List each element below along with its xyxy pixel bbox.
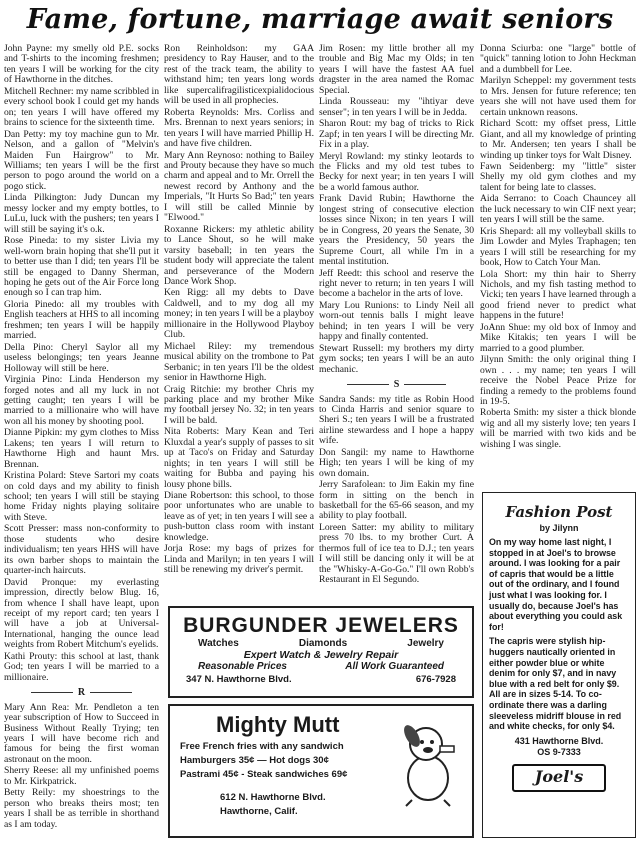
column-1	[4, 44, 159, 831]
ad-address: 612 N. Hawthorne Blvd.	[220, 792, 326, 803]
ad-repair-line: Expert Watch & Jewelry Repair	[243, 649, 399, 661]
senior-will-entry: Sherry Reese: all my unfinished poems to Mr. Kirkpatrick.	[4, 765, 159, 787]
ad-line: Hamburgers 35¢ — Hot dogs 30¢	[180, 755, 329, 766]
senior-will-entry: Roberta Smith: my sister a thick blonde wig and all my sisterly love; ten years I will be married with two kids and be wishing I was single.	[480, 407, 636, 450]
senior-will-entry: Michael Riley: my tremendous musical ability on the trombone to Pat Serbanic; in ten years I'll be the oldest senior in Hawthorne High.	[164, 340, 314, 384]
senior-will-entry: Lola Short: my thin hair to Sherry Nichols, and my fish tasting method to Vicki; ten years I have learned through a good friend never to predict what happens in the future!	[480, 268, 636, 322]
senior-will-entry: Diane Robertson: this school, to those poor unfortunates who are unable to leave as of yet; in ten years I will see a push-button class room with instant knowledge.	[164, 490, 314, 543]
fashion-title: Fashion Post	[505, 503, 613, 521]
senior-will-entry: Frank David Rubin; Hawthorne the longest string of consecutive election losses since Nixon; in ten years I will be in Congress, 20 years the Senate, 30 years the Presidency, 50 years the Supreme Court, all while I'm in a mental institution.	[319, 193, 474, 268]
senior-will-entry: Virginia Pino: Linda Henderson my forged notes and all my luck in not getting caught; ten years I will be married to a millionaire who will have won all his money by shooting pool.	[4, 374, 159, 427]
fashion-byline: by Jilynn	[539, 523, 579, 533]
senior-will-entry: Donna Sciurba: one "large" bottle of "quick" tanning lotion to John Heckman and a dumbbell for Lee.	[480, 43, 636, 75]
senior-will-entry: Sandra Sands: my title as Robin Hood to Cinda Harris and senior square to Sheri S.; ten years I will be a frustrated airline stewardess and I hope a happy wife.	[319, 393, 474, 447]
senior-will-entry: Roxanne Rickers: my athletic ability to Lance Shout, so he will make varsity baseball; in ten years the student body will appreciate the talent and perseverance of the Modern Dance Work Shop.	[164, 223, 314, 287]
senior-will-entry: Kris Shepard: all my volleyball skills to Jim Lowder and Myles Traphagen; ten years I will still be researching for my book, How to Catch Your Man.	[480, 225, 636, 269]
senior-will-entry: Loreen Satter: my ability to military press 70 lbs. to my brother Curt. A thermos full of ice tea to D.J.; ten years I will still be dancing only it will be at the "Whisky-A-Go-Go." I'll own Robb's Restaurant in El Segundo.	[319, 521, 474, 586]
ad-line: Pastrami 45¢ - Steak sandwiches 69¢	[180, 769, 348, 780]
senior-will-entry: Dianne Pipkin: my gym clothes to Miss Lakens; ten years I will return to Hawthorne High and haunt Mrs. Brennan.	[4, 427, 159, 470]
senior-will-entry: Linda Pilkington: Judy Duncan my messy locker and my empty bottles, to LuLu, luck with the pushers; ten years I will still be saying it's o.k.	[4, 192, 159, 235]
ad-item: Reasonable Prices	[198, 661, 287, 672]
joels-logo: Joel's	[512, 764, 606, 792]
senior-will-entry: Sharon Rout: my bag of tricks to Rick Zapf; in ten years I will be directing Mr. Fix in a play.	[319, 118, 474, 151]
senior-will-entry: Fawn Seidenberg: my "little" sister Shelly my old gym clothes and my talent for being late to classes.	[480, 160, 636, 193]
senior-will-entry: Don Sangil: my name to Hawthorne High; ten years I will be king of my own domain.	[319, 446, 474, 479]
senior-will-entry: John Payne: my smelly old P.E. socks and T-shirts to the incoming freshmen; ten years I will be working for the city of Hawthorne in the ditches.	[4, 43, 159, 86]
senior-will-entry: Mitchell Rechner: my name scribbled in every school book I could get my hands on; ten years I will have offered my brains to science for the sixteenth time.	[4, 85, 159, 129]
senior-will-entry: Ken Rigg: all my debts to Dave Caldwell, and to my dog all my money; in ten years I will be a playboy millionaire in the Hollywood Playboy Club.	[164, 287, 314, 341]
senior-will-entry: Mary Lou Runions: to Lindy Neil all worn-out tennis balls I might leave behind; in ten years I will be very happy and finally contented.	[319, 299, 474, 343]
senior-will-entry: Mary Ann Rea: Mr. Pendleton a ten year subscription of How to Succeed in Business Without Really Trying; ten years I will have become rich and famous for being the first woman astronaut on the moon.	[4, 701, 159, 765]
dog-mascot-icon	[392, 716, 462, 808]
page-headline: Fame, fortune, marriage await seniors	[26, 4, 614, 35]
senior-will-entry: Ron Reinholdson: my GAA presidency to Ray Hauser, and to the rest of the track team, the ability to withstand him; ten years long words like supercalifragilisticexpialidocious will be used in all prophecies.	[164, 43, 314, 107]
senior-will-entry: David Pronque: my everlasting impression, directly below Blug. 16, from whence I shall have leapt, upon receipt of my report card; ten years I will have a job at Universal-International, hanging the ounce lead weights from Robert Mitchum's eyelids.	[4, 576, 159, 651]
ad-item: Diamonds	[298, 638, 348, 649]
ad-address: 347 N. Hawthorne Blvd.	[186, 674, 292, 685]
ad-phone: 676-7928	[415, 674, 456, 685]
senior-will-entry: Richard Scott: my offset press, Little Giant, and all my knowledge of printing to Mr. Andersen; ten years I shall be winding up tinker toys for Walt Disney.	[480, 118, 636, 161]
ad-city: Hawthorne, Calif.	[220, 806, 298, 817]
senior-will-entry: JoAnn Shue: my old box of Inmoy and Mike Kitakis; ten years I will be married to a good plumber.	[480, 321, 636, 354]
column-4	[480, 44, 636, 451]
column-3	[319, 44, 474, 587]
senior-will-entry: Kathi Prouty: this school at last, thank God; ten years I will be married to a millionaire.	[4, 650, 159, 683]
senior-will-entry: Marilyn Scheppel: my government tests to Mrs. Jensen for future reference; ten years she will not have used them for certain unknown reasons.	[480, 75, 636, 118]
senior-will-entry: Linda Rousseau: my "ihtiyar deve senser"; in ten years I will be in Jedda.	[319, 96, 474, 118]
mighty-mutt-ad	[168, 704, 474, 838]
section-divider-r: R	[4, 688, 159, 698]
column-2	[164, 44, 314, 577]
senior-will-entry: Jeff Reedt: this school and reserve the right never to return; in ten years I will become a bachelor in the arts of love.	[319, 267, 474, 300]
fashion-paragraph: The capris were stylish hip-huggers nautically oriented in either powder blue or white denim for only $7, and in navy blue with a red belt for only $9. All are in sizes 5-14. To co-ordinate there was a darling sleeveless midriff blouse in red and white checks, for only $4.	[489, 636, 622, 732]
senior-will-entry: Mary Ann Reynoso: nothing to Bailey and Prouty because they have so much charm and appeal and to Mr. Orrell the newest record by Anthony and the Imperials, "It Hurts So Bad;" ten years I will still be called Minnie by "Elwood."	[164, 149, 314, 224]
senior-will-entry: Meryl Rowland: my stinky leotards to the Flicks and my old test tubes to Becky for next year; in ten years I will be a world famous author.	[319, 150, 474, 193]
ad-title: BURGUNDER JEWELERS	[183, 614, 459, 637]
ad-item: Watches	[198, 638, 239, 649]
senior-will-entry: Della Pino: Cheryl Saylor all my useless belongings; ten years Jeanne Holloway will still be here.	[4, 341, 159, 374]
fashion-post-column	[482, 492, 636, 838]
senior-will-entry: Jilynn Smith: the only original thing I own . . . my name; ten years I will receive the Nobel Peace Prize for finding a remedy to the problems found in 19-5.	[480, 354, 636, 407]
senior-will-entry: Roberta Reynolds: Mrs. Corliss and Mrs. Brennan to next years seniors; in ten years I will have married Phillip H. and have five children.	[164, 106, 314, 150]
ad-item: Jewelry	[407, 638, 444, 649]
store-address: 431 Hawthorne Blvd.	[514, 735, 604, 746]
senior-will-entry: Kristina Polard: Steve Sartori my coats on cold days and my ability to finish school; ten years I will still be staying home Friday nights playing solitaire with Steve.	[4, 470, 159, 523]
senior-will-entry: Betty Reily: my shoestrings to the person who breaks theirs most; ten years I shall be as terrible in shorthand as I am today.	[4, 787, 159, 830]
senior-will-entry: Craig Ritchie: my brother Chris my parking place and my brother Mike my football jersey No. 32; in ten years I will be bald.	[164, 383, 314, 426]
senior-will-entry: Gloria Pinedo: all my troubles with English teachers at HHS to all incoming freshmen; ten years I will be happily married.	[4, 298, 159, 342]
senior-will-entry: Jorja Rose: my bags of prizes for Linda and Marilyn; in ten years I will still be renewing my driver's permit.	[164, 543, 314, 576]
senior-will-entry: Jerry Sarafolean: to Jim Eakin my fine form in sitting on the bench in basketball for the 65-66 season, and my ability to play football.	[319, 479, 474, 522]
senior-will-entry: Jim Rosen: my little brother all my trouble and Big Mac my Olds; in ten years I will have the fastest AA fuel dragster in the area named the Romac Special.	[319, 43, 474, 96]
ad-line: Free French fries with any sandwich	[180, 741, 344, 752]
ad-item: All Work Guaranteed	[345, 661, 444, 672]
burgunder-jewelers-ad	[168, 606, 474, 698]
ad-title: Mighty Mutt	[216, 712, 340, 737]
senior-will-entry: Aida Serrano: to Coach Chauncey all the luck necessary to win CIF next year; ten years I will still be the same.	[480, 193, 636, 226]
senior-will-entry: Stewart Russell: my brothers my dirty gym socks; ten years I will be an auto mechanic.	[319, 342, 474, 375]
senior-will-entry: Rose Pineda: to my sister Livia my well-worn brain hoping that she'll put it to better use than I did; ten years I'll be still be engaged to Danny Sherman, hoping he gets out of the Air Force long enough so I can trap him.	[4, 235, 159, 299]
store-phone: OS 9-7333	[537, 746, 581, 757]
senior-will-entry: Scott Presser: mass non-conformity to those students who desire individualism; ten years HHS will have its own barber shops to maintain the quarter-inch haircuts.	[4, 523, 159, 577]
senior-will-entry: Nita Roberts: Mary Kean and Teri Kluxdal a year's supply of passes to sit up at Taco's on Friday and Saturday nights; in ten years I will still be waiting for Bubba and paying his lousy phone bills.	[164, 426, 314, 490]
senior-will-entry: Dan Petty: my toy machine gun to Mr. Nelson, and a gallon of "Melvin's Maiden Fun Hairgrow" to Mr. Williams; ten years I will be the first person to pogo around the world on a pogo stick.	[4, 128, 159, 192]
fashion-paragraph: On my way home last night, I stopped in at Joel's to browse around. I was looking for a pair of capris that would be a little out of the ordinary, and I found just what I was looking for. I usually do, because Joel's has about everything you could ask for!	[489, 537, 623, 632]
section-divider-s: S	[319, 380, 474, 390]
